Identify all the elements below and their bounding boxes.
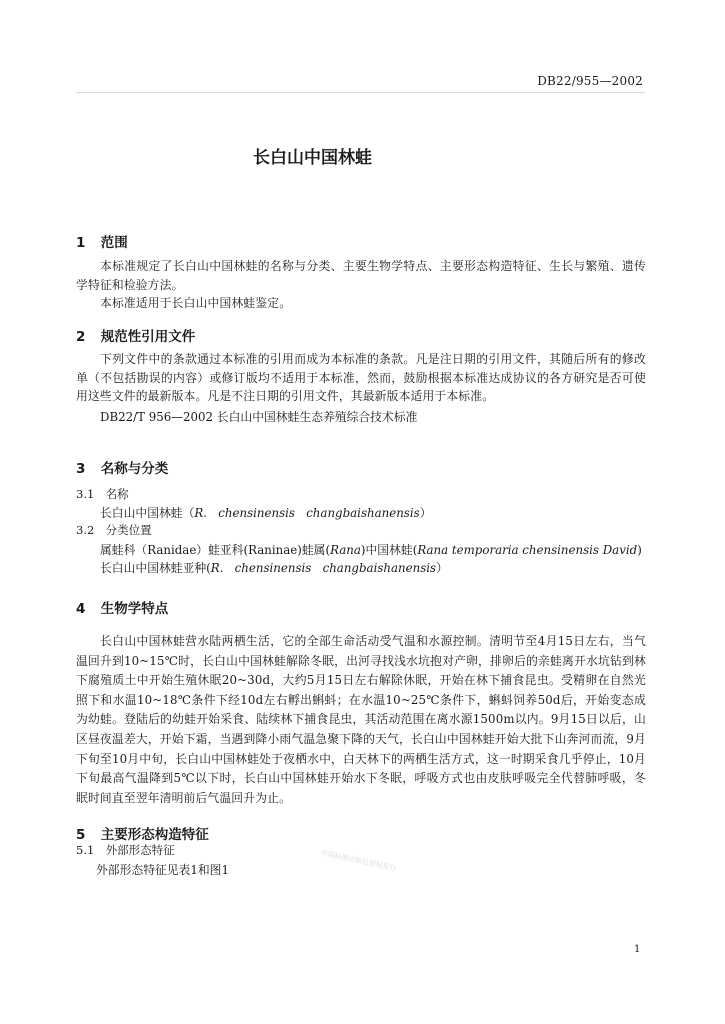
- subspecies-line: [100, 559, 448, 576]
- subsection-number: 3.1: [76, 487, 95, 501]
- section-number: 4: [76, 601, 86, 617]
- class-text: 属蛙科（Ranidae）蛙亚科(Raninae)蛙属(: [100, 543, 331, 557]
- subsection-number: 5.1: [76, 843, 95, 857]
- classification-line: [100, 541, 642, 558]
- figure-reference: 外部形态特征见表1和图1: [96, 863, 229, 877]
- latin-subspecies: changbaishanensis: [306, 506, 420, 520]
- class-text: ): [637, 543, 642, 557]
- name-line: [100, 504, 432, 521]
- latin-genus: R.: [210, 561, 224, 575]
- name-prefix: 长白山中国林蛙亚种(: [100, 561, 211, 575]
- subsection-number: 3.2: [76, 523, 95, 537]
- latin-species: chensinensis: [234, 561, 312, 575]
- latin-species: chensinensis: [218, 506, 295, 520]
- section-number: 1: [76, 235, 86, 251]
- watermark-text: 中国标准出版社授权发行: [320, 848, 398, 873]
- subsection-title: 名称: [105, 487, 129, 501]
- subsection-title: 外部形态特征: [105, 843, 175, 857]
- section-number: 2: [76, 329, 86, 345]
- paragraph: 本标准规定了长白山中国林蛙的名称与分类、主要生物学特点、主要形态构造特征、生长与繁殖、遗传学特征和检验方法。: [76, 259, 646, 292]
- section-heading: [76, 597, 168, 617]
- subsection-heading: [76, 842, 175, 858]
- name-suffix: ）: [419, 506, 432, 520]
- paragraph: 长白山中国林蛙营水陆两栖生活，它的全部生命活动受气温和水源控制。清明节至4月15日左右，当气温回升到10~15℃时，长白山中国林蛙解除冬眠，出河寻找浅水坑抱对产卵，排卵后的亲蛙离开水坑钻到林下腐殖质土中开始生殖休眠20~30d，大约5月15日左右解除休眠，开始在林下捕食昆虫。受精卵在自然光照下和水温10~18℃条件下经10d左右孵出蝌蚪；在水温10~25℃条件下，蝌蚪饲养50d后，开始变态成为幼蛙。登陆后的幼蛙开始采食、陆续林下捕食昆虫，其活动范围在离水源1500m以内。9月15日以后，山区昼夜温差大，开始下霜，当遇到降小雨气温急聚下降的天气，长白山中国林蛙开始大批下山奔河而流，9月下旬至10月中旬，长白山中国林蛙处于夜栖水中，白天林下的两栖生活方式，这一时期采食几乎停止，10月下旬最高气温降到5℃以下时，长白山中国林蛙开始水下冬眠，呼吸方式也由皮肤呼吸完全代替肺呼吸，冬眠时间直至翌年清明前后气温回升为止。: [76, 634, 646, 805]
- latin-genus: Rana: [330, 543, 361, 557]
- section-heading: [76, 823, 209, 843]
- paragraph: 下列文件中的条款通过本标准的引用而成为本标准的条款。凡是注日期的引用文件，其随后所有的修改单（不包括勘误的内容）或修订版均不适用于本标准，然而，鼓励根据本标准达成协议的各方研究是否可使用这些文件的最新版本。凡是不注日期的引用文件，其最新版本适用于本标准。: [76, 352, 646, 403]
- latin-species: Rana temporaria chensinensis David: [417, 543, 638, 557]
- latin-subspecies: changbaishanensis: [322, 561, 437, 575]
- section-heading: [76, 325, 195, 345]
- subsection-heading: [76, 486, 129, 502]
- subsection-title: 分类位置: [105, 523, 152, 537]
- section-title: 生物学特点: [100, 601, 169, 617]
- name-suffix: ）: [436, 561, 448, 575]
- subsection-heading: [76, 522, 152, 538]
- page-number: 1: [634, 944, 641, 955]
- section-heading: [76, 231, 128, 251]
- section-number: 3: [76, 461, 86, 477]
- section-title: 范围: [100, 235, 128, 251]
- latin-genus: R.: [194, 506, 208, 520]
- name-prefix: 长白山中国林蛙（: [100, 506, 195, 520]
- class-text: )中国林蛙(: [360, 543, 418, 557]
- document-title: 长白山中国林蛙: [253, 148, 372, 168]
- section-number: 5: [76, 827, 86, 843]
- reference-line: DB22/T 956—2002 长白山中国林蛙生态养殖综合技术标准: [100, 410, 418, 424]
- section-title: 主要形态构造特征: [100, 827, 209, 843]
- document-code: DB22/955—2002: [537, 74, 643, 88]
- header-rule: [76, 92, 645, 93]
- section-title: 规范性引用文件: [100, 329, 196, 345]
- section-heading: [76, 457, 168, 477]
- paragraph: 本标准适用于长白山中国林蛙鉴定。: [100, 296, 292, 310]
- section-title: 名称与分类: [100, 461, 169, 477]
